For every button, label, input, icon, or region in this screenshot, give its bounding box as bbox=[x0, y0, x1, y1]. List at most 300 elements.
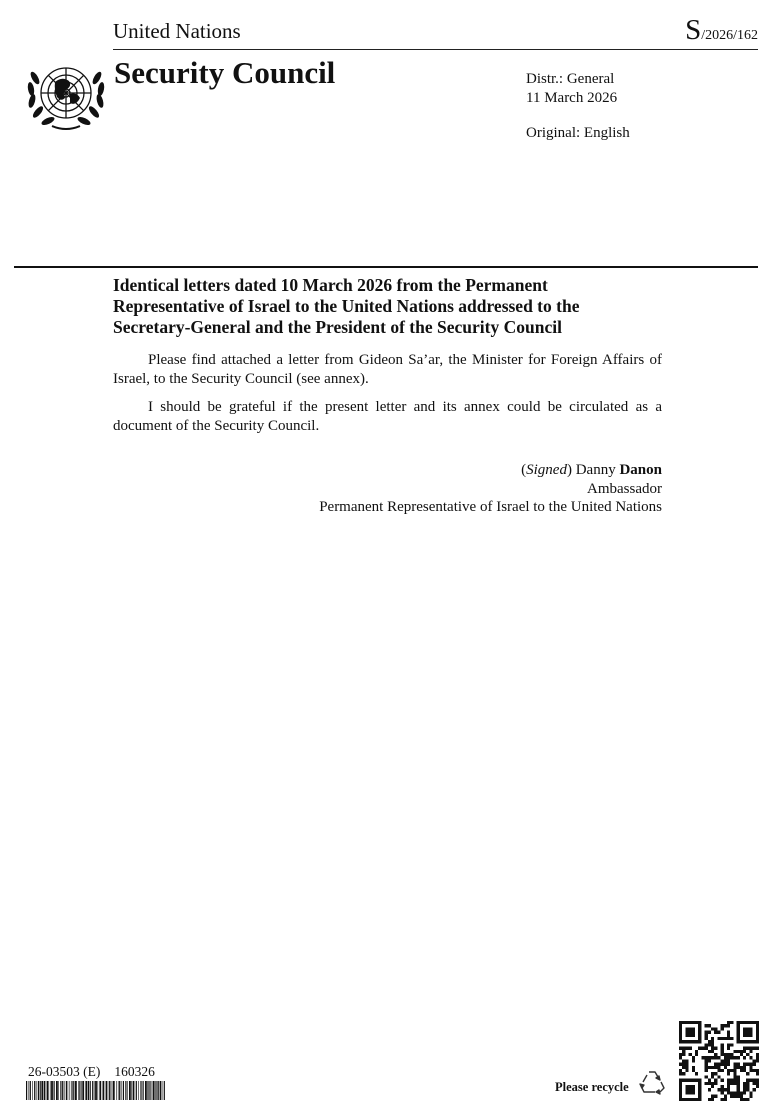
distribution-block bbox=[526, 70, 630, 143]
qr-module bbox=[701, 1047, 704, 1050]
qr-module bbox=[743, 1063, 746, 1066]
organization-name: United Nations bbox=[113, 19, 241, 43]
qr-module bbox=[730, 1082, 733, 1085]
barcode-bar bbox=[38, 1081, 39, 1100]
qr-module bbox=[705, 1069, 708, 1072]
qr-module bbox=[721, 1088, 724, 1091]
qr-module bbox=[730, 1053, 733, 1056]
qr-module bbox=[743, 1085, 746, 1088]
barcode-bar bbox=[94, 1081, 95, 1100]
signature-line: (Signed) Danny Danon bbox=[521, 462, 662, 478]
qr-module bbox=[746, 1072, 749, 1075]
signed-label: Signed bbox=[526, 462, 567, 478]
barcode-bar bbox=[98, 1081, 99, 1100]
barcode-bar bbox=[156, 1081, 157, 1100]
qr-module bbox=[749, 1079, 752, 1082]
qr-module bbox=[705, 1056, 708, 1059]
qr-module bbox=[714, 1066, 717, 1069]
qr-module bbox=[733, 1063, 736, 1066]
qr-module bbox=[756, 1056, 759, 1059]
qr-module bbox=[740, 1098, 743, 1101]
barcode-bar bbox=[85, 1081, 87, 1100]
qr-module bbox=[708, 1024, 711, 1027]
qr-module bbox=[711, 1066, 714, 1069]
qr-module bbox=[685, 1047, 688, 1050]
barcode-bar bbox=[41, 1081, 43, 1100]
qr-module bbox=[727, 1037, 730, 1040]
qr-module bbox=[714, 1056, 717, 1059]
qr-module bbox=[740, 1091, 743, 1094]
barcode-bar bbox=[46, 1081, 47, 1100]
qr-module bbox=[746, 1047, 749, 1050]
qr-module bbox=[733, 1075, 736, 1078]
qr-module bbox=[737, 1075, 740, 1078]
qr-module bbox=[708, 1066, 711, 1069]
barcode-bar bbox=[47, 1081, 49, 1100]
barcode-bar bbox=[155, 1081, 156, 1100]
job-number: 26-03503 (E) bbox=[28, 1064, 101, 1079]
qr-module bbox=[730, 1043, 733, 1046]
qr-module bbox=[756, 1059, 759, 1062]
qr-module bbox=[743, 1066, 746, 1069]
qr-module bbox=[737, 1056, 740, 1059]
qr-module bbox=[730, 1091, 733, 1094]
qr-module bbox=[737, 1088, 740, 1091]
qr-module bbox=[727, 1053, 730, 1056]
barcode-bar bbox=[116, 1081, 117, 1100]
qr-module bbox=[727, 1069, 730, 1072]
qr-module bbox=[740, 1053, 743, 1056]
qr-module bbox=[727, 1085, 730, 1088]
qr-module bbox=[711, 1050, 714, 1053]
qr-module bbox=[711, 1095, 714, 1098]
qr-module bbox=[721, 1091, 724, 1094]
qr-module bbox=[711, 1085, 714, 1088]
qr-module bbox=[711, 1047, 714, 1050]
qr-module bbox=[727, 1031, 730, 1034]
barcode-bar bbox=[58, 1081, 59, 1100]
qr-module bbox=[746, 1053, 749, 1056]
barcode-bar bbox=[82, 1081, 84, 1100]
qr-module bbox=[727, 1047, 730, 1050]
barcode-bar bbox=[141, 1081, 142, 1100]
qr-module bbox=[730, 1021, 733, 1024]
barcode-bar bbox=[123, 1081, 124, 1100]
qr-module bbox=[717, 1066, 720, 1069]
qr-module bbox=[711, 1075, 714, 1078]
barcode-bar bbox=[56, 1081, 58, 1100]
barcode-bar bbox=[34, 1081, 35, 1100]
qr-module bbox=[679, 1069, 682, 1072]
council-name: Security Council bbox=[114, 55, 336, 90]
qr-module bbox=[749, 1066, 752, 1069]
qr-module bbox=[682, 1047, 685, 1050]
barcode-bar bbox=[92, 1081, 93, 1100]
barcode-bar bbox=[125, 1081, 126, 1100]
qr-module bbox=[727, 1088, 730, 1091]
qr-module bbox=[682, 1053, 685, 1056]
qr-module bbox=[685, 1063, 688, 1066]
barcode-bar bbox=[95, 1081, 97, 1100]
qr-module bbox=[679, 1056, 682, 1059]
qr-module bbox=[685, 1059, 688, 1062]
qr-module bbox=[705, 1066, 708, 1069]
body-paragraph: I should be grateful if the present letter and its annex could be circulated as a document of the Security Council. bbox=[113, 399, 662, 434]
barcode-bar bbox=[54, 1081, 55, 1100]
qr-module bbox=[724, 1098, 727, 1101]
barcode-bar bbox=[119, 1081, 120, 1100]
qr-module bbox=[705, 1082, 708, 1085]
barcode-bar bbox=[73, 1081, 74, 1100]
qr-module bbox=[679, 1047, 682, 1050]
barcode-bar bbox=[106, 1081, 108, 1100]
barcode-bar bbox=[75, 1081, 77, 1100]
barcode-bar bbox=[79, 1081, 80, 1100]
qr-module bbox=[721, 1050, 724, 1053]
barcode-bar bbox=[90, 1081, 91, 1100]
qr-module bbox=[756, 1072, 759, 1075]
qr-module bbox=[721, 1085, 724, 1088]
qr-module bbox=[711, 1037, 714, 1040]
qr-module bbox=[743, 1098, 746, 1101]
signatory-last-name: Danon bbox=[619, 462, 662, 478]
qr-module bbox=[708, 1056, 711, 1059]
qr-module bbox=[756, 1069, 759, 1072]
qr-module bbox=[721, 1047, 724, 1050]
barcode-bar bbox=[129, 1081, 131, 1100]
qr-module bbox=[692, 1056, 695, 1059]
barcode-bar bbox=[111, 1081, 112, 1100]
qr-module bbox=[692, 1069, 695, 1072]
qr-module bbox=[749, 1069, 752, 1072]
qr-finder bbox=[743, 1027, 753, 1037]
qr-module bbox=[724, 1037, 727, 1040]
qr-module bbox=[692, 1066, 695, 1069]
qr-module bbox=[746, 1082, 749, 1085]
qr-module bbox=[705, 1063, 708, 1066]
barcode-bar bbox=[140, 1081, 141, 1100]
body-paragraph: Please find attached a letter from Gideon Sa’ar, the Minister for Foreign Affairs of Israel, to the Security Council (see annex). bbox=[113, 352, 662, 387]
signatory-rank: Ambassador bbox=[587, 480, 662, 497]
qr-module bbox=[682, 1059, 685, 1062]
qr-module bbox=[727, 1024, 730, 1027]
qr-module bbox=[746, 1088, 749, 1091]
qr-module bbox=[733, 1082, 736, 1085]
qr-module bbox=[717, 1075, 720, 1078]
qr-module bbox=[727, 1079, 730, 1082]
qr-module bbox=[705, 1031, 708, 1034]
qr-module bbox=[717, 1063, 720, 1066]
qr-module bbox=[753, 1088, 756, 1091]
barcode-bar bbox=[112, 1081, 113, 1100]
qr-module bbox=[708, 1040, 711, 1043]
qr-module bbox=[737, 1082, 740, 1085]
barcode-bar bbox=[145, 1081, 147, 1100]
qr-module bbox=[737, 1050, 740, 1053]
barcode-bar bbox=[127, 1081, 128, 1100]
barcode-bar bbox=[152, 1081, 153, 1100]
barcode bbox=[26, 1081, 166, 1100]
qr-module bbox=[743, 1082, 746, 1085]
qr-module bbox=[708, 1059, 711, 1062]
qr-module bbox=[711, 1056, 714, 1059]
qr-finder bbox=[685, 1027, 695, 1037]
original-language: Original: English bbox=[526, 125, 630, 141]
qr-module bbox=[679, 1072, 682, 1075]
qr-module bbox=[708, 1098, 711, 1101]
qr-module bbox=[753, 1047, 756, 1050]
qr-module bbox=[753, 1063, 756, 1066]
qr-module bbox=[698, 1047, 701, 1050]
qr-module bbox=[711, 1040, 714, 1043]
barcode-bar bbox=[32, 1081, 33, 1100]
qr-finder bbox=[685, 1085, 695, 1095]
qr-module bbox=[746, 1079, 749, 1082]
distribution-type: Distr.: General bbox=[526, 71, 615, 87]
qr-module bbox=[717, 1088, 720, 1091]
qr-module bbox=[743, 1050, 746, 1053]
qr-module bbox=[689, 1047, 692, 1050]
barcode-bar bbox=[136, 1081, 137, 1100]
issue-date: 11 March 2026 bbox=[526, 90, 618, 106]
barcode-bar bbox=[29, 1081, 30, 1100]
qr-module bbox=[727, 1063, 730, 1066]
qr-module bbox=[705, 1047, 708, 1050]
qr-module bbox=[721, 1069, 724, 1072]
barcode-bar bbox=[118, 1081, 119, 1100]
barcode-bar bbox=[70, 1081, 71, 1100]
qr-module bbox=[756, 1079, 759, 1082]
qr-module bbox=[721, 1024, 724, 1027]
qr-module bbox=[740, 1095, 743, 1098]
title-divider bbox=[14, 266, 758, 268]
qr-module bbox=[714, 1053, 717, 1056]
qr-module bbox=[730, 1079, 733, 1082]
qr-module bbox=[708, 1050, 711, 1053]
qr-module bbox=[724, 1063, 727, 1066]
qr-module bbox=[737, 1085, 740, 1088]
qr-module bbox=[756, 1047, 759, 1050]
barcode-bar bbox=[51, 1081, 53, 1100]
barcode-bar bbox=[40, 1081, 41, 1100]
qr-module bbox=[727, 1056, 730, 1059]
barcode-bar bbox=[133, 1081, 135, 1100]
qr-module bbox=[730, 1095, 733, 1098]
qr-module bbox=[682, 1050, 685, 1053]
qr-module bbox=[753, 1069, 756, 1072]
qr-module bbox=[740, 1069, 743, 1072]
qr-module bbox=[724, 1095, 727, 1098]
qr-module bbox=[737, 1063, 740, 1066]
date-code: 160326 bbox=[114, 1064, 155, 1079]
qr-module bbox=[737, 1091, 740, 1094]
qr-module bbox=[730, 1069, 733, 1072]
qr-module bbox=[733, 1091, 736, 1094]
signature-block bbox=[319, 461, 662, 517]
barcode-bar bbox=[71, 1081, 72, 1100]
qr-module bbox=[711, 1072, 714, 1075]
qr-module bbox=[740, 1066, 743, 1069]
barcode-bar bbox=[131, 1081, 132, 1100]
qr-module bbox=[737, 1066, 740, 1069]
qr-module bbox=[753, 1059, 756, 1062]
barcode-bar bbox=[149, 1081, 150, 1100]
qr-module bbox=[727, 1059, 730, 1062]
qr-module bbox=[753, 1082, 756, 1085]
qr-module bbox=[743, 1047, 746, 1050]
qr-module bbox=[749, 1056, 752, 1059]
qr-module bbox=[727, 1043, 730, 1046]
qr-module bbox=[717, 1037, 720, 1040]
qr-module bbox=[705, 1024, 708, 1027]
qr-module bbox=[695, 1050, 698, 1053]
barcode-bar bbox=[138, 1081, 139, 1100]
barcode-bar bbox=[164, 1081, 165, 1100]
qr-module bbox=[705, 1037, 708, 1040]
qr-module bbox=[727, 1091, 730, 1094]
barcode-bar bbox=[44, 1081, 45, 1100]
qr-module bbox=[733, 1066, 736, 1069]
qr-module bbox=[714, 1095, 717, 1098]
qr-module bbox=[721, 1059, 724, 1062]
symbol-letter: S bbox=[685, 14, 702, 46]
qr-module bbox=[746, 1098, 749, 1101]
qr-module bbox=[737, 1079, 740, 1082]
qr-module bbox=[756, 1085, 759, 1088]
qr-module bbox=[733, 1069, 736, 1072]
barcode-bar bbox=[113, 1081, 115, 1100]
barcode-bar bbox=[81, 1081, 82, 1100]
letter-title: Identical letters dated 10 March 2026 from the Permanent Representative of Israel to the United Nations addressed to the Secretary-General and the President of the Security Council bbox=[113, 275, 580, 337]
qr-module bbox=[724, 1024, 727, 1027]
qr-module bbox=[737, 1095, 740, 1098]
qr-module bbox=[743, 1088, 746, 1091]
qr-module bbox=[705, 1059, 708, 1062]
barcode-bar bbox=[60, 1081, 61, 1100]
qr-module bbox=[705, 1075, 708, 1078]
qr-module bbox=[743, 1091, 746, 1094]
qr-module bbox=[714, 1079, 717, 1082]
qr-module bbox=[721, 1098, 724, 1101]
qr-module bbox=[753, 1079, 756, 1082]
un-emblem-icon bbox=[22, 56, 110, 134]
qr-module bbox=[721, 1027, 724, 1030]
barcode-bar bbox=[162, 1081, 163, 1100]
qr-code bbox=[679, 1021, 759, 1101]
qr-module bbox=[689, 1053, 692, 1056]
qr-module bbox=[727, 1072, 730, 1075]
qr-module bbox=[714, 1047, 717, 1050]
qr-module bbox=[714, 1063, 717, 1066]
barcode-bar bbox=[160, 1081, 161, 1100]
barcode-bar bbox=[50, 1081, 51, 1100]
signatory-first-name: Danny bbox=[575, 462, 616, 478]
qr-module bbox=[733, 1050, 736, 1053]
qr-module bbox=[721, 1037, 724, 1040]
qr-module bbox=[743, 1056, 746, 1059]
qr-module bbox=[714, 1027, 717, 1030]
qr-module bbox=[695, 1053, 698, 1056]
qr-module bbox=[733, 1072, 736, 1075]
qr-module bbox=[714, 1031, 717, 1034]
qr-module bbox=[746, 1085, 749, 1088]
qr-module bbox=[711, 1098, 714, 1101]
qr-module bbox=[682, 1072, 685, 1075]
qr-module bbox=[721, 1043, 724, 1046]
qr-module bbox=[692, 1059, 695, 1062]
qr-module bbox=[749, 1091, 752, 1094]
qr-module bbox=[724, 1088, 727, 1091]
qr-module bbox=[724, 1053, 727, 1056]
barcode-bar bbox=[103, 1081, 105, 1100]
qr-module bbox=[679, 1053, 682, 1056]
qr-module bbox=[733, 1056, 736, 1059]
qr-module bbox=[708, 1079, 711, 1082]
barcode-bar bbox=[88, 1081, 89, 1100]
qr-module bbox=[733, 1079, 736, 1082]
qr-module bbox=[727, 1021, 730, 1024]
document-symbol bbox=[685, 14, 758, 47]
qr-module bbox=[721, 1063, 724, 1066]
qr-module bbox=[733, 1095, 736, 1098]
qr-module bbox=[682, 1063, 685, 1066]
qr-module bbox=[756, 1053, 759, 1056]
barcode-bar bbox=[121, 1081, 122, 1100]
barcode-bar bbox=[158, 1081, 159, 1100]
barcode-bar bbox=[64, 1081, 65, 1100]
barcode-bar bbox=[109, 1081, 110, 1100]
barcode-bar bbox=[36, 1081, 37, 1100]
qr-module bbox=[714, 1082, 717, 1085]
footer-document-number bbox=[28, 1064, 155, 1080]
barcode-bar bbox=[78, 1081, 79, 1100]
symbol-number: /2026/162 bbox=[701, 28, 758, 43]
barcode-bar bbox=[99, 1081, 101, 1100]
signatory-position: Permanent Representative of Israel to the United Nations bbox=[319, 499, 662, 515]
header-divider bbox=[113, 49, 758, 50]
qr-module bbox=[695, 1072, 698, 1075]
qr-module bbox=[701, 1056, 704, 1059]
qr-module bbox=[714, 1072, 717, 1075]
qr-module bbox=[749, 1047, 752, 1050]
qr-module bbox=[727, 1082, 730, 1085]
qr-module bbox=[746, 1063, 749, 1066]
qr-module bbox=[724, 1066, 727, 1069]
qr-module bbox=[717, 1069, 720, 1072]
qr-module bbox=[721, 1079, 724, 1082]
recycle-notice: Please recycle bbox=[555, 1080, 629, 1094]
qr-module bbox=[756, 1082, 759, 1085]
qr-module bbox=[708, 1043, 711, 1046]
barcode-bar bbox=[66, 1081, 67, 1100]
qr-module bbox=[727, 1034, 730, 1037]
qr-module bbox=[708, 1082, 711, 1085]
qr-module bbox=[749, 1050, 752, 1053]
qr-module bbox=[705, 1043, 708, 1046]
qr-module bbox=[708, 1031, 711, 1034]
qr-module bbox=[682, 1066, 685, 1069]
recycle-icon bbox=[638, 1067, 666, 1095]
barcode-bar bbox=[153, 1081, 155, 1100]
qr-module bbox=[730, 1056, 733, 1059]
qr-module bbox=[685, 1069, 688, 1072]
qr-module bbox=[705, 1034, 708, 1037]
qr-module bbox=[708, 1088, 711, 1091]
qr-module bbox=[721, 1053, 724, 1056]
qr-module bbox=[711, 1082, 714, 1085]
qr-module bbox=[743, 1069, 746, 1072]
qr-module bbox=[749, 1063, 752, 1066]
